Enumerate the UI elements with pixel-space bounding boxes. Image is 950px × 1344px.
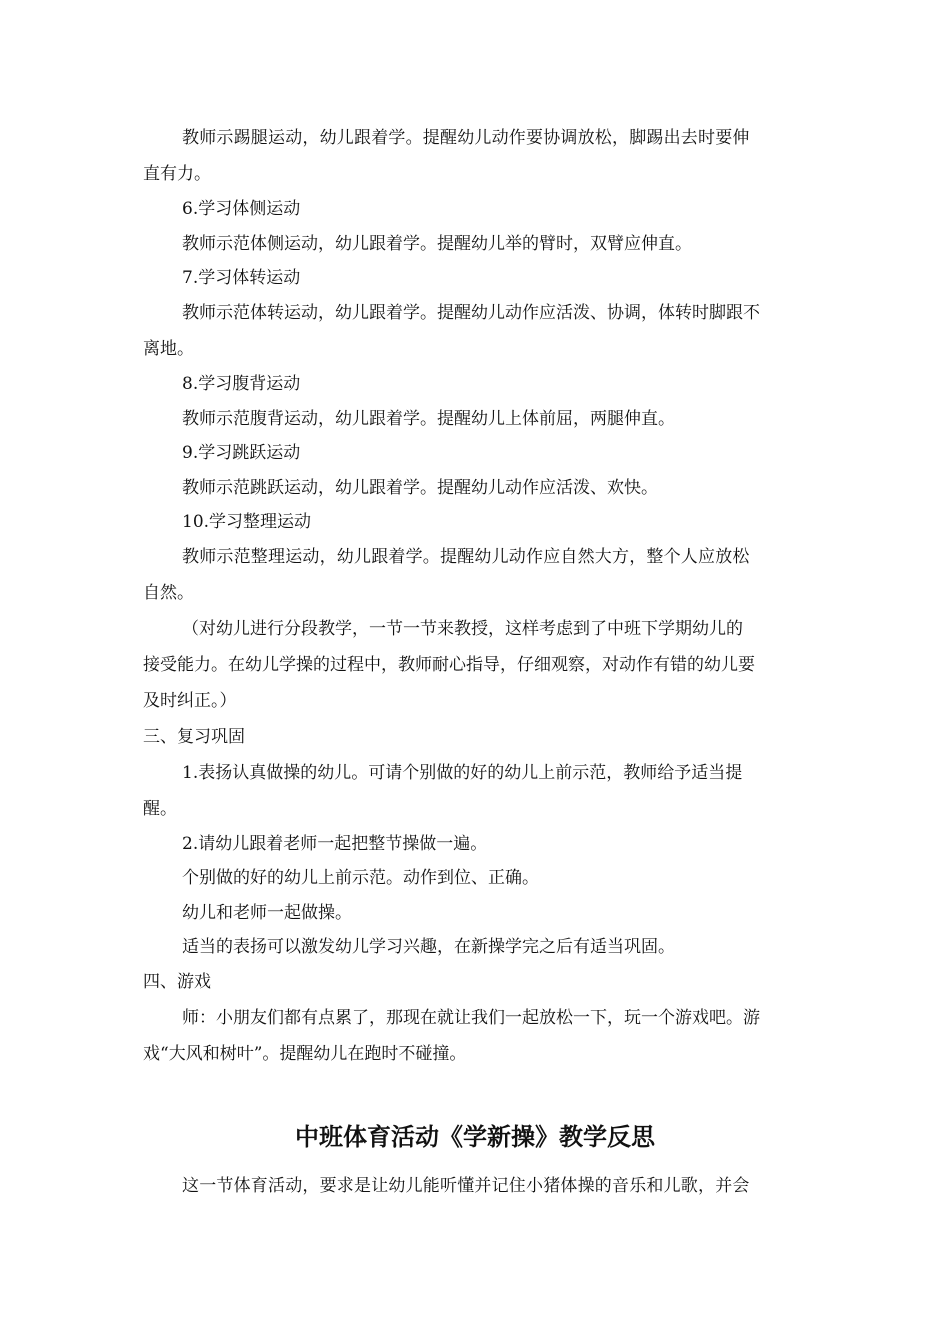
section-heading: 四、游戏 — [143, 972, 211, 992]
paragraph-line: 直有力。 — [143, 164, 211, 184]
section-heading: 8.学习腹背运动 — [182, 374, 301, 394]
paragraph-line: 个别做的好的幼儿上前示范。动作到位、正确。 — [182, 868, 539, 888]
paragraph-line: 及时纠正。） — [143, 691, 237, 711]
paragraph-line: 2.请幼儿跟着老师一起把整节操做一遍。 — [182, 834, 488, 854]
section-heading: 三、复习巩固 — [143, 727, 245, 747]
paragraph-line: 戏“大风和树叶”。提醒幼儿在跑时不碰撞。 — [143, 1044, 467, 1064]
paragraph-line: 适当的表扬可以激发幼儿学习兴趣，在新操学完之后有适当巩固。 — [182, 937, 675, 957]
paragraph-line: 教师示范腹背运动，幼儿跟着学。提醒幼儿上体前屈，两腿伸直。 — [182, 409, 675, 429]
paragraph-line: 教师示范整理运动，幼儿跟着学。提醒幼儿动作应自然大方，整个人应放松 — [182, 547, 750, 567]
section-heading: 7.学习体转运动 — [182, 268, 301, 288]
section-heading: 9.学习跳跃运动 — [182, 443, 301, 463]
section-heading: 6.学习体侧运动 — [182, 199, 301, 219]
paragraph-line: （对幼儿进行分段教学，一节一节来教授，这样考虑到了中班下学期幼儿的 — [182, 619, 743, 639]
paragraph-line: 离地。 — [143, 339, 194, 359]
paragraph-line: 接受能力。在幼儿学操的过程中，教师耐心指导，仔细观察，对动作有错的幼儿要 — [143, 655, 755, 675]
paragraph-line: 自然。 — [143, 583, 194, 603]
paragraph-line: 教师示范跳跃运动，幼儿跟着学。提醒幼儿动作应活泼、欢快。 — [182, 478, 658, 498]
document-title: 中班体育活动《学新操》教学反思 — [295, 1123, 655, 1151]
paragraph-line: 醒。 — [143, 799, 177, 819]
paragraph-line: 这一节体育活动，要求是让幼儿能听懂并记住小猪体操的音乐和儿歌，并会 — [182, 1176, 750, 1196]
paragraph-line: 教师示踢腿运动，幼儿跟着学。提醒幼儿动作要协调放松，脚踢出去时要伸 — [182, 128, 750, 148]
paragraph-line: 师：小朋友们都有点累了，那现在就让我们一起放松一下，玩一个游戏吧。游 — [182, 1008, 760, 1028]
paragraph-line: 幼儿和老师一起做操。 — [182, 903, 352, 923]
paragraph-line: 教师示范体转运动，幼儿跟着学。提醒幼儿动作应活泼、协调，体转时脚跟不 — [182, 303, 760, 323]
section-heading: 10.学习整理运动 — [182, 512, 312, 532]
paragraph-line: 1.表扬认真做操的幼儿。可请个别做的好的幼儿上前示范，教师给予适当提 — [182, 763, 743, 783]
paragraph-line: 教师示范体侧运动，幼儿跟着学。提醒幼儿举的臂时，双臂应伸直。 — [182, 234, 692, 254]
